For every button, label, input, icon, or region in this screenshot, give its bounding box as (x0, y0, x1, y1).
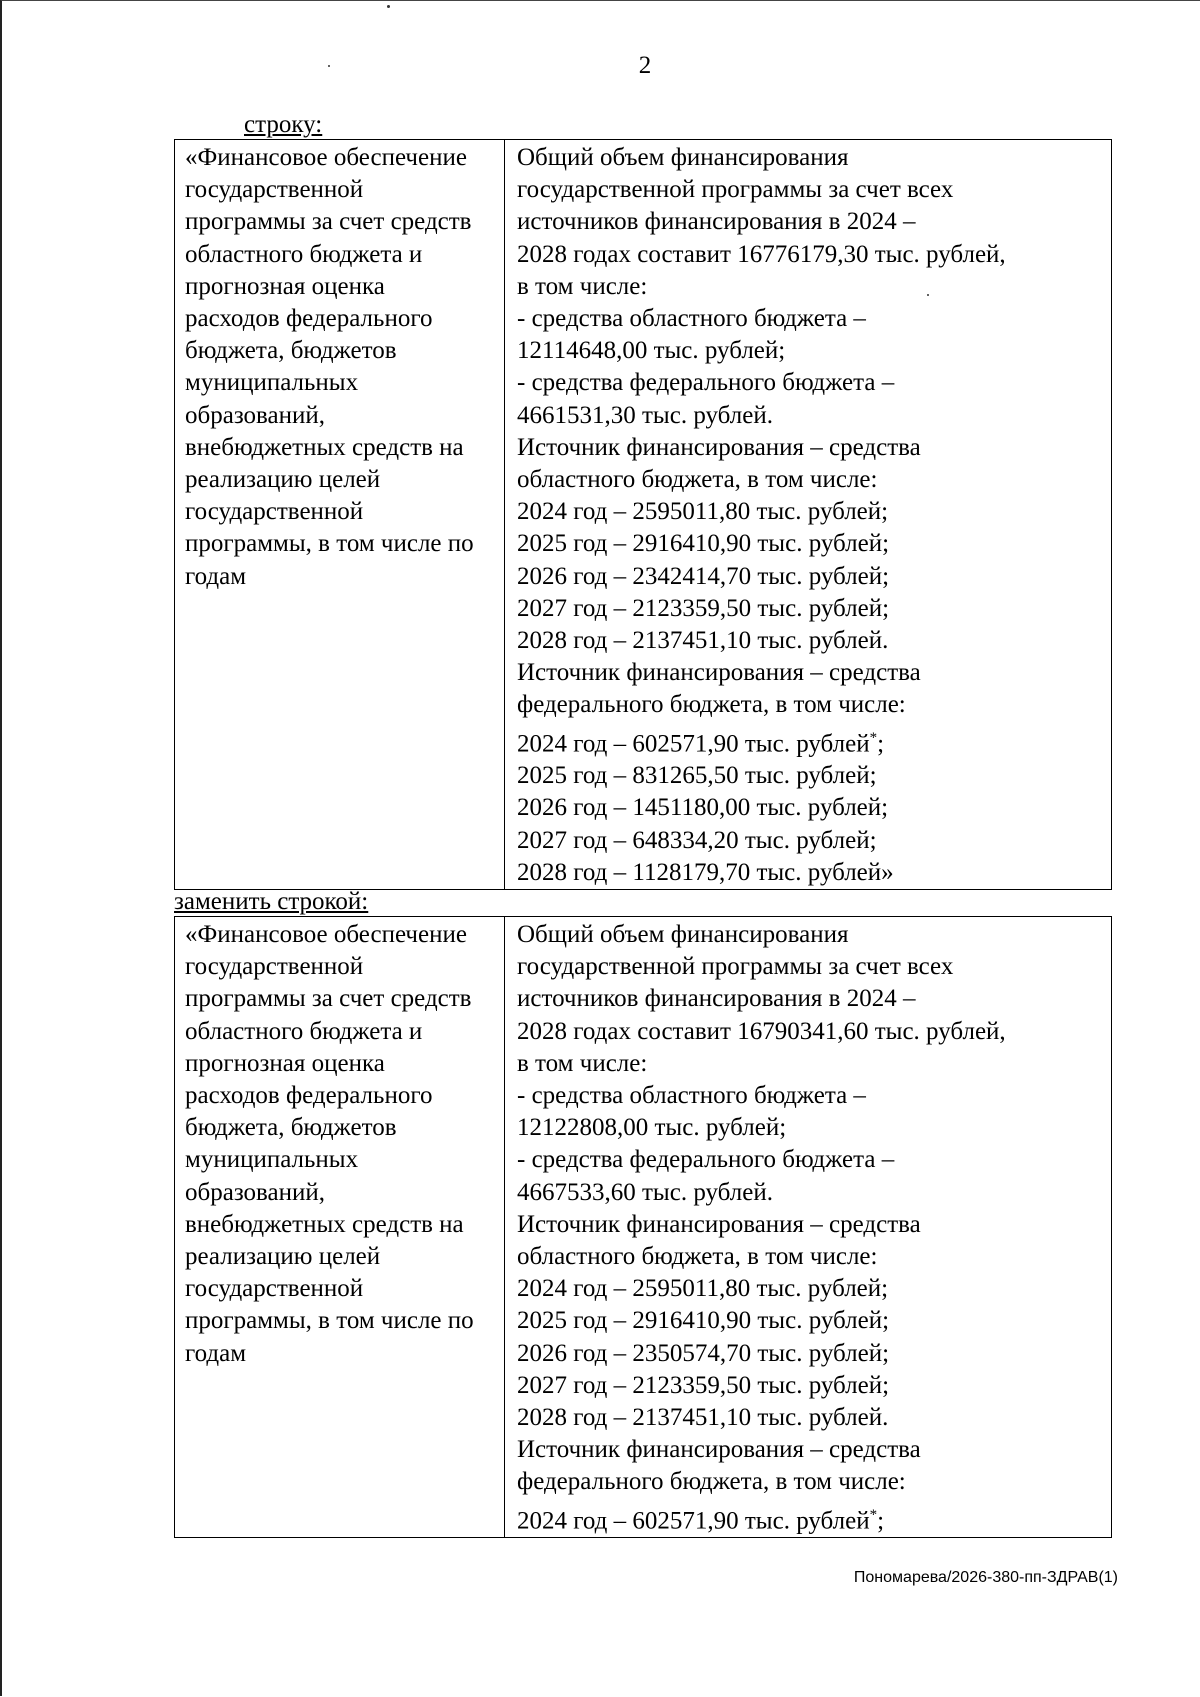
text-line: - средства федерального бюджета – (517, 1146, 895, 1174)
page-number: 2 (638, 52, 652, 79)
text-line: 2028 годах составит 16790341,60 тыс. рублей, (517, 1017, 1006, 1045)
text-line: «Финансовое обеспечение (185, 921, 467, 948)
text-line: реализацию целей (185, 466, 381, 494)
text-line: годам (185, 562, 247, 590)
row-value-cell (505, 917, 1112, 1538)
text-line: муниципальных (185, 369, 359, 397)
old-row-table (174, 139, 1112, 890)
text-line: расходов федерального (185, 1082, 433, 1110)
row-label-cell (175, 917, 505, 1538)
text-line: годам (185, 1339, 247, 1367)
text-line: 2024 год – 602571,90 тыс. рублей*; (517, 1506, 885, 1534)
text-line: 2025 год – 2916410,90 тыс. рублей; (517, 1307, 890, 1335)
text-line: 2026 год – 2350574,70 тыс. рублей; (517, 1339, 890, 1367)
row-label-lines (185, 142, 494, 593)
text-line: государственной программы за счет всех (517, 176, 954, 204)
text-line: 2024 год – 2595011,80 тыс. рублей; (517, 1275, 889, 1303)
text-line: прогнозная оценка (185, 1049, 385, 1077)
text-line: 4667533,60 тыс. рублей. (517, 1178, 773, 1206)
text-line: федерального бюджета, в том числе: (517, 1468, 906, 1496)
row-label-lines (185, 919, 494, 1370)
text-line: - средства федерального бюджета – (517, 369, 895, 397)
text-line: 12114648,00 тыс. рублей; (517, 337, 786, 365)
text-line: муниципальных (185, 1146, 359, 1174)
text-line: 2026 год – 1451180,00 тыс. рублей; (517, 794, 889, 822)
text-line: федерального бюджета, в том числе: (517, 691, 906, 719)
text-line: государственной (185, 953, 364, 981)
text-line: программы, в том числе по (185, 1307, 474, 1335)
row-label-cell (175, 140, 505, 890)
text-line: 2028 год – 2137451,10 тыс. рублей. (517, 1404, 889, 1432)
text-line: бюджета, бюджетов (185, 337, 397, 365)
text-line: 2027 год – 2123359,50 тыс. рублей; (517, 1371, 890, 1399)
text-line: внебюджетных средств на (185, 433, 464, 461)
text-line: 2028 год – 1128179,70 тыс. рублей» (517, 858, 894, 886)
table-row (175, 140, 1112, 890)
old-row-value-lines (517, 142, 1101, 889)
text-line: Общий объем финансирования (517, 144, 849, 171)
text-line: источников финансирования в 2024 – (517, 985, 916, 1013)
text-line: областного бюджета, в том числе: (517, 1243, 878, 1271)
text-line: Общий объем финансирования (517, 921, 849, 948)
row-value-cell (505, 140, 1112, 890)
new-row-value-lines (517, 919, 1101, 1537)
table-row (175, 917, 1112, 1538)
text-line: в том числе: (517, 272, 648, 300)
new-row-table (174, 916, 1112, 1538)
text-line: бюджета, бюджетов (185, 1114, 397, 1142)
text-line: государственной (185, 176, 364, 204)
text-line: областного бюджета и (185, 240, 423, 268)
text-line: - средства областного бюджета – (517, 305, 866, 333)
footnote-mark: * (869, 1506, 878, 1523)
text-line: прогнозная оценка (185, 272, 385, 300)
text-line: государственной (185, 498, 364, 526)
text-line: Источник финансирования – средства (517, 1210, 921, 1238)
intro-before-text: строку: (244, 111, 323, 138)
text-line: Источник финансирования – средства (517, 1436, 921, 1464)
text-line: 2027 год – 2123359,50 тыс. рублей; (517, 594, 890, 622)
text-line: 2025 год – 2916410,90 тыс. рублей; (517, 530, 890, 558)
text-line: источников финансирования в 2024 – (517, 208, 916, 236)
text-line: - средства областного бюджета – (517, 1082, 866, 1110)
text-line: 2026 год – 2342414,70 тыс. рублей; (517, 562, 890, 590)
scan-speck (387, 5, 390, 8)
text-line: Источник финансирования – средства (517, 433, 921, 461)
text-line: государственной (185, 1275, 364, 1303)
text-line: «Финансовое обеспечение (185, 144, 467, 171)
text-line: областного бюджета и (185, 1017, 423, 1045)
text-line: расходов федерального (185, 305, 433, 333)
text-line: программы за счет средств (185, 208, 472, 236)
text-line: программы, в том числе по (185, 530, 474, 558)
intro-after-text: заменить строкой: (174, 888, 369, 915)
text-line: 2025 год – 831265,50 тыс. рублей; (517, 762, 877, 790)
text-line: реализацию целей (185, 1243, 381, 1271)
text-line: 2024 год – 602571,90 тыс. рублей*; (517, 729, 885, 757)
intro-before (244, 111, 322, 139)
text-line: образований, (185, 1178, 326, 1206)
text-line: 2024 год – 2595011,80 тыс. рублей; (517, 498, 889, 526)
text-line: внебюджетных средств на (185, 1210, 464, 1238)
text-line: Источник финансирования – средства (517, 659, 921, 687)
text-line: 12122808,00 тыс. рублей; (517, 1114, 787, 1142)
text-line: 2028 год – 2137451,10 тыс. рублей. (517, 627, 889, 655)
footnote-mark: * (869, 729, 878, 746)
intro-after (174, 888, 368, 916)
text-line: в том числе: (517, 1049, 648, 1077)
text-line: образований, (185, 401, 326, 429)
text-line: 2028 годах составит 16776179,30 тыс. рублей, (517, 240, 1006, 268)
text-line: 4661531,30 тыс. рублей. (517, 401, 773, 429)
text-line: государственной программы за счет всех (517, 953, 954, 981)
text-line: областного бюджета, в том числе: (517, 466, 878, 494)
text-line: программы за счет средств (185, 985, 472, 1013)
document-footer-code: Пономарева/2026-380-пп-ЗДРАВ(1) (853, 1569, 1118, 1586)
text-line: 2027 год – 648334,20 тыс. рублей; (517, 826, 877, 854)
